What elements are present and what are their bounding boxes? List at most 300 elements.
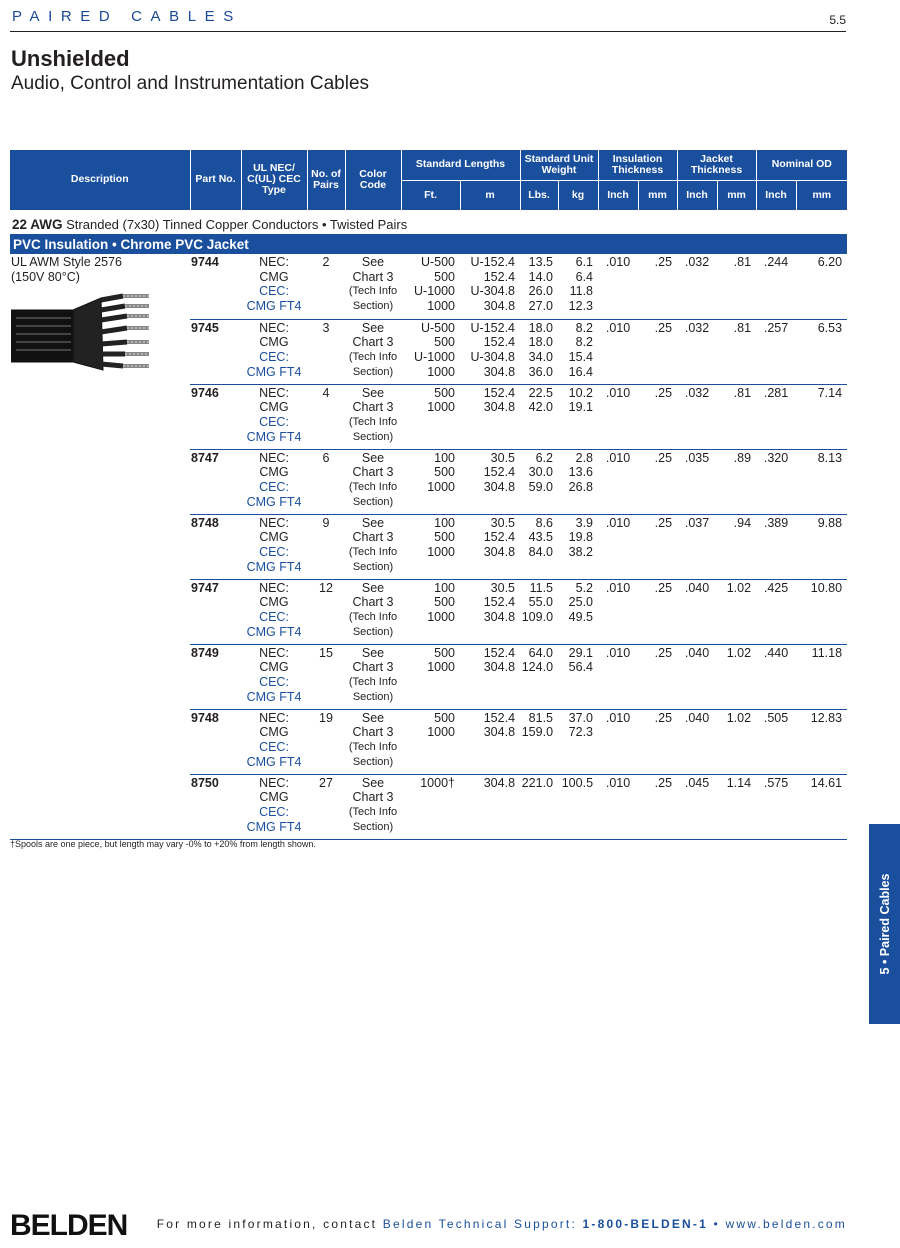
kg-value: 6.4 (575, 269, 594, 284)
description-cell (10, 774, 190, 839)
ft-values (401, 774, 460, 839)
pairs-count: 9 (307, 514, 345, 579)
color-code-cell (345, 579, 401, 644)
ft-value: 1000 (427, 725, 455, 740)
nec-type: CMG (259, 660, 289, 675)
lbs-value: 36.0 (528, 364, 554, 379)
od-mm-value: 11.18 (796, 644, 847, 709)
kg-value: 37.0 (568, 710, 594, 725)
m-value: 304.8 (483, 364, 516, 379)
ins-in-value: .010 (598, 384, 638, 449)
m-value: 30.5 (490, 450, 516, 465)
lbs-value: 22.5 (528, 385, 554, 400)
pairs-count: 3 (307, 319, 345, 384)
jkt-mm-value: .81 (717, 319, 756, 384)
lbs-values (520, 254, 558, 319)
m-value: 30.5 (490, 580, 516, 595)
contact-text: For more information, contact (156, 1217, 383, 1231)
m-value: U-304.8 (470, 284, 516, 299)
m-values (460, 644, 520, 709)
color-code-line: Section) (352, 625, 394, 638)
col-pairs: No. of Pairs (307, 150, 345, 210)
cec-label: CEC: (259, 479, 289, 494)
kg-value: 12.3 (568, 299, 594, 314)
color-code-line: Chart 3 (352, 660, 394, 675)
ft-value: 1000 (427, 609, 455, 624)
lbs-value: 109.0 (521, 609, 554, 624)
col-ul-type: UL NEC/ C(UL) CEC Type (241, 150, 307, 210)
part-number: 8750 (190, 774, 241, 839)
part-number: 9747 (190, 579, 241, 644)
nec-type: CMG (259, 725, 289, 740)
pairs-count: 15 (307, 644, 345, 709)
kg-value: 5.2 (575, 580, 594, 595)
cec-type: CMG FT4 (246, 819, 302, 834)
ins-in-value: .010 (598, 254, 638, 319)
col-unit-weight: Standard Unit Weight (520, 150, 598, 180)
ft-values (401, 449, 460, 514)
awg-construction: Stranded (7x30) Tinned Copper Conductors • Twisted Pairs (66, 217, 408, 233)
pairs-count: 4 (307, 384, 345, 449)
od-mm-value: 6.53 (796, 319, 847, 384)
cec-label: CEC: (259, 414, 289, 429)
contact-line (157, 1217, 847, 1231)
m-value: 304.8 (483, 609, 516, 624)
color-code-line: Section) (352, 495, 394, 508)
col-insulation: Insulation Thickness (598, 150, 677, 180)
jkt-in-value: .032 (677, 254, 717, 319)
color-code-line: See (361, 580, 385, 595)
ft-value: U-500 (420, 255, 455, 269)
website-link[interactable]: www.belden.com (725, 1217, 847, 1231)
kg-value: 15.4 (568, 349, 594, 364)
color-code-line: Section) (352, 365, 394, 378)
description-cell (10, 384, 190, 449)
color-code-cell (345, 774, 401, 839)
ft-value: 500 (434, 269, 455, 284)
section-title: PAIRED CABLES (12, 8, 242, 25)
jkt-in-value: .035 (677, 449, 717, 514)
m-value: 152.4 (483, 465, 516, 480)
pairs-count: 2 (307, 254, 345, 319)
lbs-values (520, 579, 558, 644)
color-code-line: (Tech Info (348, 285, 398, 298)
nec-type: CMG (259, 400, 289, 415)
od-mm-value: 6.20 (796, 254, 847, 319)
ft-value: 1000 (427, 299, 455, 314)
jkt-in-value: .040 (677, 579, 717, 644)
color-code-line: See (361, 255, 385, 269)
part-number: 9745 (190, 319, 241, 384)
pairs-count: 6 (307, 449, 345, 514)
jkt-in-value: .040 (677, 709, 717, 774)
ft-values (401, 319, 460, 384)
jkt-mm-value: .89 (717, 449, 756, 514)
col-description: Description (10, 150, 190, 210)
awg-row (10, 210, 847, 234)
kg-value: 25.0 (568, 595, 594, 610)
ft-value: U-500 (420, 320, 455, 335)
jkt-in-value: .045 (677, 774, 717, 839)
m-value: 304.8 (483, 725, 516, 740)
color-code-cell (345, 254, 401, 319)
m-value: 304.8 (483, 479, 516, 494)
kg-value: 19.8 (568, 530, 594, 545)
color-code-cell (345, 644, 401, 709)
kg-value: 19.1 (568, 400, 594, 415)
part-number: 8748 (190, 514, 241, 579)
ft-value: 1000† (420, 775, 455, 790)
m-value: 152.4 (483, 335, 516, 350)
cec-type: CMG FT4 (246, 624, 302, 639)
lbs-values (520, 449, 558, 514)
ft-value: 500 (434, 710, 455, 725)
table-row (10, 774, 847, 839)
lbs-value: 18.0 (528, 320, 554, 335)
ul-type-cell (241, 579, 307, 644)
col-color-code: Color Code (345, 150, 401, 210)
lbs-value: 221.0 (521, 775, 554, 790)
table-row (10, 644, 847, 709)
subcol-jkt-mm: mm (717, 180, 756, 210)
lbs-values (520, 709, 558, 774)
color-code-line: See (361, 515, 385, 530)
part-number: 8747 (190, 449, 241, 514)
color-code-line: (Tech Info (348, 610, 398, 623)
description-cell (10, 709, 190, 774)
kg-values (558, 579, 598, 644)
kg-values (558, 254, 598, 319)
ft-values (401, 709, 460, 774)
color-code-line: (Tech Info (348, 740, 398, 753)
color-code-line: Section) (352, 820, 394, 833)
ft-value: 500 (434, 335, 455, 350)
m-value: 304.8 (483, 400, 516, 415)
subcol-ft: Ft. (401, 180, 460, 210)
lbs-value: 43.5 (528, 530, 554, 545)
ft-value: 100 (434, 450, 455, 465)
od-in-value: .440 (756, 644, 796, 709)
cec-label: CEC: (259, 284, 289, 299)
od-mm-value: 12.83 (796, 709, 847, 774)
m-values (460, 319, 520, 384)
od-in-value: .389 (756, 514, 796, 579)
cable-spec-table (10, 150, 847, 840)
kg-value: 38.2 (568, 544, 594, 559)
kg-value: 56.4 (568, 660, 594, 675)
subcol-od-mm: mm (796, 180, 847, 210)
kg-value: 2.8 (575, 450, 594, 465)
ins-mm-value: .25 (638, 254, 677, 319)
subcol-kg: kg (558, 180, 598, 210)
description-cell (10, 254, 190, 384)
description-cell (10, 579, 190, 644)
color-code-cell (345, 319, 401, 384)
awg-gauge: 22 AWG (12, 217, 63, 233)
cec-label: CEC: (259, 804, 289, 819)
lbs-value: 64.0 (528, 645, 554, 660)
part-number: 9748 (190, 709, 241, 774)
lbs-value: 11.5 (529, 580, 554, 595)
ul-type-cell (241, 514, 307, 579)
lbs-value: 8.6 (535, 515, 554, 530)
lbs-value: 13.5 (528, 255, 554, 269)
jkt-mm-value: 1.02 (717, 579, 756, 644)
kg-values (558, 319, 598, 384)
od-mm-value: 14.61 (796, 774, 847, 839)
table-row (10, 384, 847, 449)
ul-type-cell (241, 644, 307, 709)
nec-label: NEC: (259, 580, 289, 595)
col-nominal-od: Nominal OD (756, 150, 847, 180)
m-values (460, 709, 520, 774)
m-value: 152.4 (483, 645, 516, 660)
color-code-line: Chart 3 (352, 335, 394, 350)
ft-value: 500 (434, 465, 455, 480)
cec-type: CMG FT4 (246, 559, 302, 574)
ul-type-cell (241, 254, 307, 319)
table-row (10, 254, 847, 319)
color-code-line: Chart 3 (352, 465, 394, 480)
awg-label (10, 210, 847, 234)
kg-values (558, 384, 598, 449)
od-mm-value: 7.14 (796, 384, 847, 449)
part-number: 8749 (190, 644, 241, 709)
ins-mm-value: .25 (638, 644, 677, 709)
ins-in-value: .010 (598, 514, 638, 579)
nec-type: CMG (259, 269, 289, 284)
color-code-line: Section) (352, 560, 394, 573)
cable-illustration (11, 288, 151, 380)
m-value: U-152.4 (470, 255, 516, 269)
ft-values (401, 579, 460, 644)
kg-values (558, 514, 598, 579)
pairs-count: 19 (307, 709, 345, 774)
m-value: U-152.4 (470, 320, 516, 335)
color-code-cell (345, 709, 401, 774)
ft-value: 100 (434, 580, 455, 595)
m-value: 304.8 (483, 660, 516, 675)
m-value: 304.8 (483, 299, 516, 314)
cec-label: CEC: (259, 674, 289, 689)
pairs-count: 12 (307, 579, 345, 644)
m-value: U-304.8 (470, 349, 516, 364)
page-footer (10, 1208, 847, 1242)
ft-values (401, 254, 460, 319)
kg-value: 13.6 (568, 465, 594, 480)
nec-type: CMG (259, 465, 289, 480)
color-code-line: Chart 3 (352, 790, 394, 805)
table-row (10, 579, 847, 644)
jkt-mm-value: .94 (717, 514, 756, 579)
lbs-value: 55.0 (528, 595, 554, 610)
cec-label: CEC: (259, 544, 289, 559)
color-code-line: See (361, 645, 385, 660)
contact-org: Belden Technical Support: (382, 1217, 583, 1231)
description-cell (10, 644, 190, 709)
od-in-value: .505 (756, 709, 796, 774)
subcol-ins-inch: Inch (598, 180, 638, 210)
kg-value: 100.5 (561, 775, 594, 790)
lbs-value: 159.0 (521, 725, 554, 740)
color-code-line: See (361, 385, 385, 400)
lbs-value: 59.0 (528, 479, 554, 494)
m-values (460, 514, 520, 579)
kg-value: 3.9 (575, 515, 594, 530)
od-in-value: .244 (756, 254, 796, 319)
color-code-line: Section) (352, 690, 394, 703)
pairs-count: 27 (307, 774, 345, 839)
lbs-value: 81.5 (528, 710, 554, 725)
ul-type-cell (241, 319, 307, 384)
lbs-value: 14.0 (528, 269, 554, 284)
nec-label: NEC: (259, 645, 289, 660)
ins-in-value: .010 (598, 449, 638, 514)
lbs-value: 42.0 (528, 400, 554, 415)
kg-value: 72.3 (568, 725, 594, 740)
jkt-in-value: .037 (677, 514, 717, 579)
od-in-value: .575 (756, 774, 796, 839)
nec-label: NEC: (259, 255, 289, 269)
color-code-line: Section) (352, 755, 394, 768)
jkt-in-value: .040 (677, 644, 717, 709)
color-code-line: (Tech Info (348, 805, 398, 818)
jkt-mm-value: .81 (717, 254, 756, 319)
ins-mm-value: .25 (638, 384, 677, 449)
m-values (460, 384, 520, 449)
m-value: 152.4 (483, 595, 516, 610)
m-values (460, 449, 520, 514)
ft-values (401, 514, 460, 579)
color-code-line: (Tech Info (348, 480, 398, 493)
jkt-in-value: .032 (677, 319, 717, 384)
section-tab (869, 824, 900, 1024)
ins-in-value: .010 (598, 579, 638, 644)
ft-values (401, 384, 460, 449)
ft-value: 500 (434, 530, 455, 545)
color-code-cell (345, 384, 401, 449)
ft-value: 1000 (427, 400, 455, 415)
page-title: Unshielded (11, 46, 130, 71)
ft-value: U-1000 (414, 349, 455, 364)
color-code-line: Chart 3 (352, 400, 394, 415)
page-header (10, 7, 846, 32)
nec-type: CMG (259, 595, 289, 610)
ins-in-value: .010 (598, 319, 638, 384)
ins-mm-value: .25 (638, 774, 677, 839)
part-number: 9746 (190, 384, 241, 449)
jacket-label: PVC Insulation • Chrome PVC Jacket (10, 234, 847, 254)
kg-value: 29.1 (568, 645, 594, 660)
ul-type-cell (241, 384, 307, 449)
m-value: 30.5 (490, 515, 516, 530)
lbs-value: 27.0 (528, 299, 554, 314)
cec-type: CMG FT4 (246, 429, 302, 444)
ins-mm-value: .25 (638, 449, 677, 514)
description-cell (10, 514, 190, 579)
lbs-values (520, 384, 558, 449)
ft-value: 500 (434, 645, 455, 660)
color-code-line: (Tech Info (348, 545, 398, 558)
lbs-value: 84.0 (528, 544, 554, 559)
cec-label: CEC: (259, 349, 289, 364)
m-value: 304.8 (483, 544, 516, 559)
jkt-mm-value: 1.14 (717, 774, 756, 839)
nec-label: NEC: (259, 775, 289, 790)
ul-type-cell (241, 774, 307, 839)
color-code-line: See (361, 320, 385, 335)
ins-mm-value: .25 (638, 709, 677, 774)
kg-value: 11.8 (569, 284, 594, 299)
part-number: 9744 (190, 254, 241, 319)
od-in-value: .425 (756, 579, 796, 644)
subcol-od-inch: Inch (756, 180, 796, 210)
ft-value: 1000 (427, 364, 455, 379)
cec-type: CMG FT4 (246, 299, 302, 314)
nec-label: NEC: (259, 450, 289, 465)
table-row (10, 449, 847, 514)
ft-values (401, 644, 460, 709)
ft-value: 1000 (427, 544, 455, 559)
lbs-values (520, 319, 558, 384)
col-jacket: Jacket Thickness (677, 150, 756, 180)
color-code-line: See (361, 710, 385, 725)
m-value: 152.4 (483, 710, 516, 725)
page-subtitle: Audio, Control and Instrumentation Cables (11, 73, 370, 94)
table-row (10, 514, 847, 579)
color-code-cell (345, 449, 401, 514)
m-values (460, 254, 520, 319)
nec-type: CMG (259, 790, 289, 805)
od-mm-value: 8.13 (796, 449, 847, 514)
od-mm-value: 10.80 (796, 579, 847, 644)
m-value: 152.4 (483, 385, 516, 400)
nec-label: NEC: (259, 710, 289, 725)
color-code-line: See (361, 450, 385, 465)
ft-value: 1000 (427, 660, 455, 675)
nec-label: NEC: (259, 515, 289, 530)
od-in-value: .257 (756, 319, 796, 384)
color-code-line: Chart 3 (352, 595, 394, 610)
description-line: (150V 80°C) (11, 269, 80, 284)
cec-type: CMG FT4 (246, 689, 302, 704)
kg-value: 26.8 (568, 479, 594, 494)
color-code-line: (Tech Info (348, 415, 398, 428)
cec-label: CEC: (259, 739, 289, 754)
kg-values (558, 644, 598, 709)
ins-mm-value: .25 (638, 579, 677, 644)
color-code-cell (345, 514, 401, 579)
color-code-line: Chart 3 (352, 530, 394, 545)
page-number: 5.5 (829, 13, 846, 27)
ins-mm-value: .25 (638, 319, 677, 384)
cec-type: CMG FT4 (246, 364, 302, 379)
m-value: 152.4 (483, 530, 516, 545)
ft-value: 1000 (427, 479, 455, 494)
nec-label: NEC: (259, 385, 289, 400)
kg-value: 8.2 (575, 335, 594, 350)
ins-in-value: .010 (598, 709, 638, 774)
lbs-value: 34.0 (528, 349, 554, 364)
ft-value: 500 (434, 385, 455, 400)
color-code-line: Chart 3 (352, 725, 394, 740)
subcol-ins-mm: mm (638, 180, 677, 210)
cec-type: CMG FT4 (246, 494, 302, 509)
ft-value: U-1000 (414, 284, 455, 299)
m-value: 304.8 (483, 775, 516, 790)
ul-type-cell (241, 709, 307, 774)
ft-value: 100 (434, 515, 455, 530)
